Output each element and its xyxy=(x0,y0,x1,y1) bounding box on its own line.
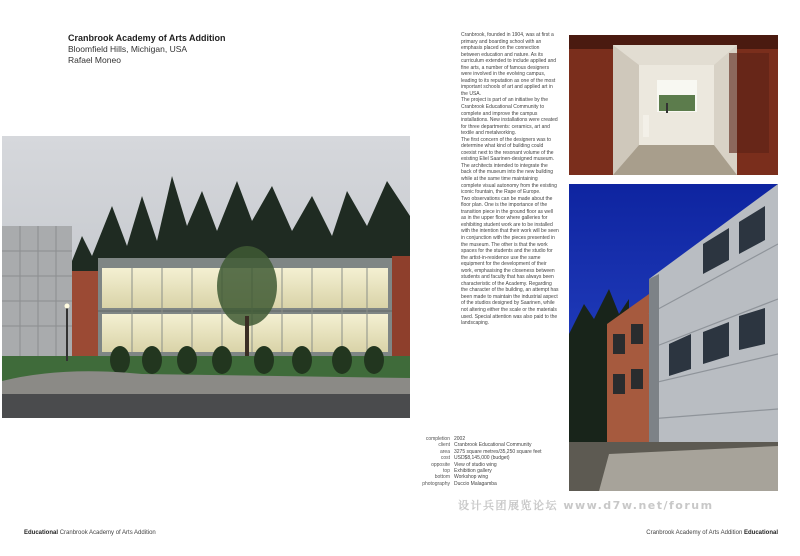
workshop-wing-photo xyxy=(569,184,778,491)
fact-value: 2002 xyxy=(454,436,466,442)
project-title: Cranbrook Academy of Arts Addition xyxy=(68,33,226,43)
fact-value: View of studio wing xyxy=(454,461,497,468)
exhibition-gallery-photo xyxy=(569,35,778,175)
fact-value: Exhibition gallery xyxy=(454,468,492,475)
fact-row xyxy=(420,481,574,487)
description-paragraph: Cranbrook, founded in 1904, was at first a primary and boarding school with an emphasis placed on the connection between education and nature. As its curriculum extended to include applied and fine arts, a number of famous designers were involved in the evolving campus, leading to its reputation as one of the most important schools of art and applied art in the USA. xyxy=(461,32,557,97)
footer-left xyxy=(24,530,156,536)
footer-right xyxy=(646,530,778,536)
fact-value: Cranbrook Educational Community xyxy=(454,442,532,449)
fact-value: Workshop wing xyxy=(454,474,489,481)
studio-wing-photo xyxy=(2,136,410,418)
fact-label: opposite xyxy=(431,461,450,468)
description-paragraph: The first concern of the designers was to determine what kind of building could coexist next to the resonant volume of the existing Eliel Saarinen-designed museum. The architects intended to integrate the back of the museum into the new building while at the same time maintaining complete visual autonomy from the existing iconic fountain, the Rape of Europe. xyxy=(461,136,557,196)
footer-category: Educational xyxy=(743,530,778,536)
fact-label: top xyxy=(443,468,450,475)
watermark: 设计兵团展览论坛 www.d7w.net/forum xyxy=(458,499,714,512)
fact-value: USD$8,145,000 (budget) xyxy=(454,455,510,462)
project-header xyxy=(68,32,298,66)
project-location: Bloomfield Hills, Michigan, USA xyxy=(68,44,188,54)
footer-project-name: Cranbrook Academy of Arts Addition xyxy=(646,530,743,536)
fact-label: area xyxy=(439,448,450,455)
fact-label: cost xyxy=(440,455,450,462)
project-facts xyxy=(420,436,574,487)
fact-value: 3275 square metres/35,250 square feet xyxy=(454,448,542,455)
fact-label: photography xyxy=(422,480,450,487)
fact-label: client xyxy=(438,442,450,449)
fact-label: completion xyxy=(425,436,450,442)
description-paragraph: Two observations can be made about the floor plan. One is the importance of the transition piece in the ground floor as well as in the upper floor where galleries for exhibiting student work are to be installed with the intention that their work will be seen in conjunction with the pieces presented in the museum. The other is that the work spaces for the students and the studio for the artist-in-residence use the same equipment for the development of their work, emphasising the closeness between students and faculty that has always been characteristic of the Academy. Regarding the character of the building, an attempt has been made to maintain the industrial aspect of the studios designed by Saarinen, while not altering either the scale or the materials used. Special attention was also paid to the landscaping. xyxy=(461,195,559,327)
project-description xyxy=(461,32,559,327)
description-paragraph: The project is part of an initiative by the Cranbrook Educational Community to complete and improve the campus installations. New installations were created for three departments: ceramics, art and textile and metalworking. xyxy=(461,97,558,137)
fact-value: Duccio Malagamba xyxy=(454,480,497,487)
footer-category: Educational xyxy=(24,530,59,536)
footer-project-name: Cranbrook Academy of Arts Addition xyxy=(59,530,156,536)
fact-label: bottom xyxy=(434,474,450,481)
project-architect: Rafael Moneo xyxy=(68,55,121,65)
